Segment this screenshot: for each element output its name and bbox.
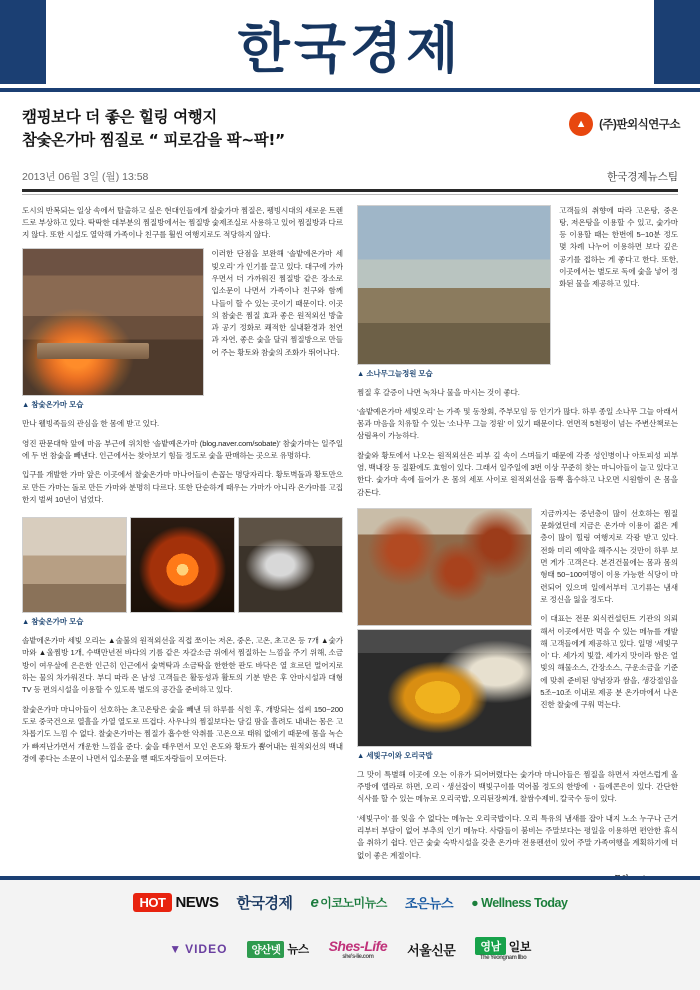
photo-caption: ▲ 참숯온가마 모습 xyxy=(22,617,84,627)
wellness-text: Wellness Today xyxy=(481,895,568,910)
paragraph: 만나 웰빙족들의 관심을 한 몸에 받고 있다. xyxy=(22,419,160,429)
paragraph: 찜질 후 갈증이 나면 녹차나 물을 마시는 것이 좋다. xyxy=(357,387,520,397)
divider-thick xyxy=(22,189,678,192)
play-icon: ▼ xyxy=(169,942,183,956)
headline-block xyxy=(0,92,700,159)
article-body xyxy=(0,195,700,957)
photo-charcoal-kiln-interior xyxy=(22,248,204,396)
econo-e-icon: e xyxy=(310,894,319,911)
yangsan-badge: 양산넷 xyxy=(247,941,284,958)
yeongnam-text: 일보 xyxy=(508,939,531,954)
logo-good-news[interactable]: 조은뉴스 xyxy=(404,896,454,911)
paragraph: 찰숯온가마 마니아들이 선호하는 초고온탕은 숯을 빼낸 뒤 하루를 식힌 후, 개방되는 섭씨 150~200도로 중국건으로 열흘을 가열 열도로 뜨겁다. 사우나의 찜질보다는 담길 땀을 흘려도 내내는 몸은 고차롭기도 느낌 수 없다. 찰숯온가마는 찜질가 흡수한 악취를 고온으로 태워 없애기 때문에 몸을 녹슨가 빠져난가면서 개운한 느낌을 준다. 숯을 태우면서 모인 온도와 황토가 뿜어내는 원적외선의 백내경에 좋다는 소문이 나면서 입소문을 뻗 때도자랑들이 모여든다. xyxy=(22,704,343,763)
paragraph: 솔밭에온가마 세빛 오리는 ▲술불의 원적외선을 직접 쪼이는 저온, 중온, 고온, 초고온 등 7개 ▲숯가마와 ▲울찜방 1개, 수백만년전 바다의 기름 같은 자갈소금 위에서 찜질하는 느낌을 주기 위해, 소금방이 여우살에 은은한 인근히 인근에서 숯벽탁과 소금탁을 한한한 판도 바닥은 열 흐르던 멀어지로 하는 물의 차가워진다. 부디 따라 온 남성 고객들은 활동성과 활토의 기분 받은 후 안마시설과 대형 TV 등 편의시설을 이용할 수 있도록 별도의 공간을 준비하고 있다. xyxy=(22,636,343,695)
econo-text: 이코노미뉴스 xyxy=(320,896,387,910)
footer-logo-bar xyxy=(0,876,700,990)
yeongnam-badge: 영남 xyxy=(475,937,505,955)
photo-pine-garden xyxy=(357,205,551,365)
partner-logos-row2 xyxy=(10,937,690,961)
desk-name: 한국경제뉴스팀 xyxy=(606,170,678,183)
photo-strip xyxy=(22,517,343,613)
brand-name: (주)판외식연구소 xyxy=(599,119,680,131)
photo-caption: ▲ 소나무그늘정원 모습 xyxy=(357,368,433,378)
brand-mark xyxy=(569,112,680,136)
left-column xyxy=(22,205,343,957)
right-column xyxy=(357,205,678,957)
logo-seoul-shinmun[interactable]: 서울신문 xyxy=(407,942,456,958)
hot-badge: HOT xyxy=(133,893,173,912)
paragraph: 이러한 단점을 보완해 ‘솔밭에온가마 세빛오리’ 가 인기를 끌고 있다. 대구에 가까우면서 더 가까워진 찜질방 같은 장소로 입소문이 나면서 가족이나 친구와 함께 나들이 할 수 있는 곳이기 때문이다. 이곳의 참숯은 찜질 효과 좋은 원적외선 방출과 공기 정화로 쾌적한 실내환경과 천연과 자연, 좋은 숯을 달궈 찜질방으로 만들어 주는 황토와 참숯의 조화가 뛰어나다. xyxy=(211,249,343,357)
flame-icon: ▲ xyxy=(569,112,593,136)
masthead-right-block xyxy=(654,0,700,84)
logo-yangsan-news[interactable] xyxy=(247,941,308,958)
yangsan-text: 뉴스 xyxy=(287,944,309,956)
paragraph: ‘세빛구이’ 를 잊을 수 없다는 메뉴는 오리국밥이다. 오리 특유의 냄새를 잡아 내지 노소 누구나 근거리부터 부담이 없어 부추의 인기 메뉴다. 사람들이 붐비는 주말보다는 평일을 이용하면 편안한 휴식을 취하기 쉽다. 인근 숯숯 숙박시설을 갖춘 온가마 전용펜션이 있어 주말 가족여행을 계획하기에 더없이 좋은 계절이다. xyxy=(357,813,678,860)
logo-yeongnam-ilbo[interactable] xyxy=(475,937,530,961)
publish-date: 2013년 06월 3일 (월) 13:58 xyxy=(22,170,149,183)
logo-econo-news[interactable] xyxy=(310,894,386,911)
logo-wellness-today[interactable] xyxy=(471,896,567,910)
photo-caption: ▲ 참숯온가마 모습 xyxy=(22,400,84,410)
photo-duck-soup xyxy=(357,629,532,747)
paragraph: 고객들의 취향에 따라 고온탕, 중온탕, 저온탕을 이용할 수 있고, 숯가마 등 이용할 때는 한번에 5~10분 정도 몇 차례 나누어 이용하면 보다 깊은 공기를 접하는 게 좋다고 한다. 또한, 이곳에서는 별도로 독에 숯을 넣어 정화된 물을 제공하고 있다. xyxy=(559,205,678,289)
headline-line-1: 캠핑보다 더 좋은 힐링 여행지 xyxy=(22,108,217,126)
shes-life-url: she's-lie.com xyxy=(342,954,374,960)
photo-kiln-fire xyxy=(130,517,235,613)
byline xyxy=(22,169,678,189)
logo-hot-news[interactable] xyxy=(133,893,219,912)
page-title xyxy=(22,106,522,153)
photo-caption: ▲ 세빛구이와 오리국밥 xyxy=(357,750,433,760)
logo-hankyung[interactable]: 한국경제 xyxy=(236,895,293,912)
masthead-left-block xyxy=(0,0,46,84)
photo-charcoal-jar xyxy=(238,517,343,613)
partner-logos xyxy=(0,880,700,965)
photo-rest-room xyxy=(22,517,127,613)
photo-grilled-duck xyxy=(357,508,532,626)
paragraph: 도시의 반복되는 일상 속에서 탈출하고 싶은 현대인들에게 찰숯가마 찜질은, 펭빙시대의 새로운 트렌드로 부상하고 있다. 딱딱한 대부분의 찜질방에서는 찜질방 숯제조실로 사용하고 있어 찜질방과 다르지 않다. 또한 시설도 열악해 가족이나 친구를 훨씬 여행지로도 적당하지 않다. xyxy=(22,205,343,240)
masthead xyxy=(0,0,700,92)
paragraph: 그 맛이 특별해 이곳에 오는 이유가 되어버렸다는 숯가마 마니아들은 찜질을 하면서 자연스럽게 올 주방에 앨라로 하면, 오리ㆍ생선잡이 백빛구이를 먹어볼 정도의 한방에 ㆍ들에콘은이 있다. 간단한 식사를 할 수 있는 메뉴로 오리국밥, 오리된장찌개, 찰쌈수제비, 칼국수 등이 있다. xyxy=(357,769,678,804)
kiln-bench xyxy=(37,343,148,359)
shes-life-text: Shes-Life xyxy=(328,938,388,954)
globe-icon: ● xyxy=(471,895,479,910)
paragraph: 영진 판문대학 앞에 마음 부근에 위치한 ‘솔밭예온가마 (blog.naver.com/sobate)’ 참숯가마는 일주일에 두 번 참숯을 빼낸다. 인근에서는 찾아보기 힘들 정도로 숯을 판매하는 곳으로 유명하다. xyxy=(22,438,343,460)
paragraph: ‘솔밭예온가마 세빛오리’ 는 가족 및 동창회, 주부모임 등 인기가 많다. 하루 종일 소나무 그늘 아래서 몸과 마음을 치유할 수 있는 ‘소나무 그늘 정원’ 이 있기 때문이다. 연면적 5천평이 넘는 주변산책로는 삼림욕이 가능하다. xyxy=(357,406,678,441)
logo-shes-life[interactable] xyxy=(329,938,388,960)
headline-line-2: 참숯온가마 찜질로 “ 피로감을 팍~팍!” xyxy=(22,131,285,150)
news-text: NEWS xyxy=(175,894,219,911)
logo-video-news[interactable] xyxy=(169,942,227,956)
publication-logo: 한국경제 xyxy=(237,15,463,80)
paragraph: 찰숯와 황토에서 나오는 원적외선은 피부 깊 속이 스며들기 때문에 각종 성인병이나 아토피성 피부염, 백내장 등 질환에도 효험이 있다. 그래서 일주일에 3번 이상 꾸준히 찾는 마니아들이 늘고 있다고 한다. 숯가마 속에 들어가 온 몸의 세포 사이로 원적외선을 듬뿍 흡수하고 나오면 시원함이 온 몸을 감돈다. xyxy=(357,450,678,497)
paragraph: 이 대표는 전문 외식컨설턴트 기관의 의뢰해서 이곳에서만 먹을 수 있는 메뉴를 개발해 고객들에게 제공하고 있다. 일명 ‘세빛구이’ 다. 세가지 빛깔, 세가지 맛이라 함은 얼빛의 해물소스, 간장소스, 구운소금을 기준에 맞춰 준비된 양념장과 쌈을, 생강절임을 5조~10조 이내로 제공 분 온가마에서 나온 진한 찰숯에 구워 먹는다. xyxy=(540,614,678,710)
yeongnam-sub: The Yeongnam Ilbo xyxy=(479,955,527,961)
paragraph: 입구를 개발한 가마 앞은 이곳에서 찰숯온가마 마나어들이 손꼽는 명당자리다. 황토벽돌과 황토만으로 만든 가마는 돌로 만든 가마와 분명히 다르다. 또한 단순하게 때우는 가마가 아니라 온가마를 고집한지 벌써 10년이 넘었다. xyxy=(22,470,343,504)
paragraph: 지금까지는 중년층이 많이 선호하는 찜질문화였던데 지금은 온가마 이용이 젊은 계층이 많이 힐링 여행지로 각광 받고 있다. 전화 미리 예약을 해주시는 것만이 하루 보면 게가 고객은다. 본견건물에는 몸과 몸의 형태 50~100여명이 이용 가능한 식당이 마련되어 있으며 일에서부터 고기류는 냄새로 정신을 잃을 정도다. xyxy=(540,508,678,604)
video-text: VIDEO xyxy=(185,942,228,956)
